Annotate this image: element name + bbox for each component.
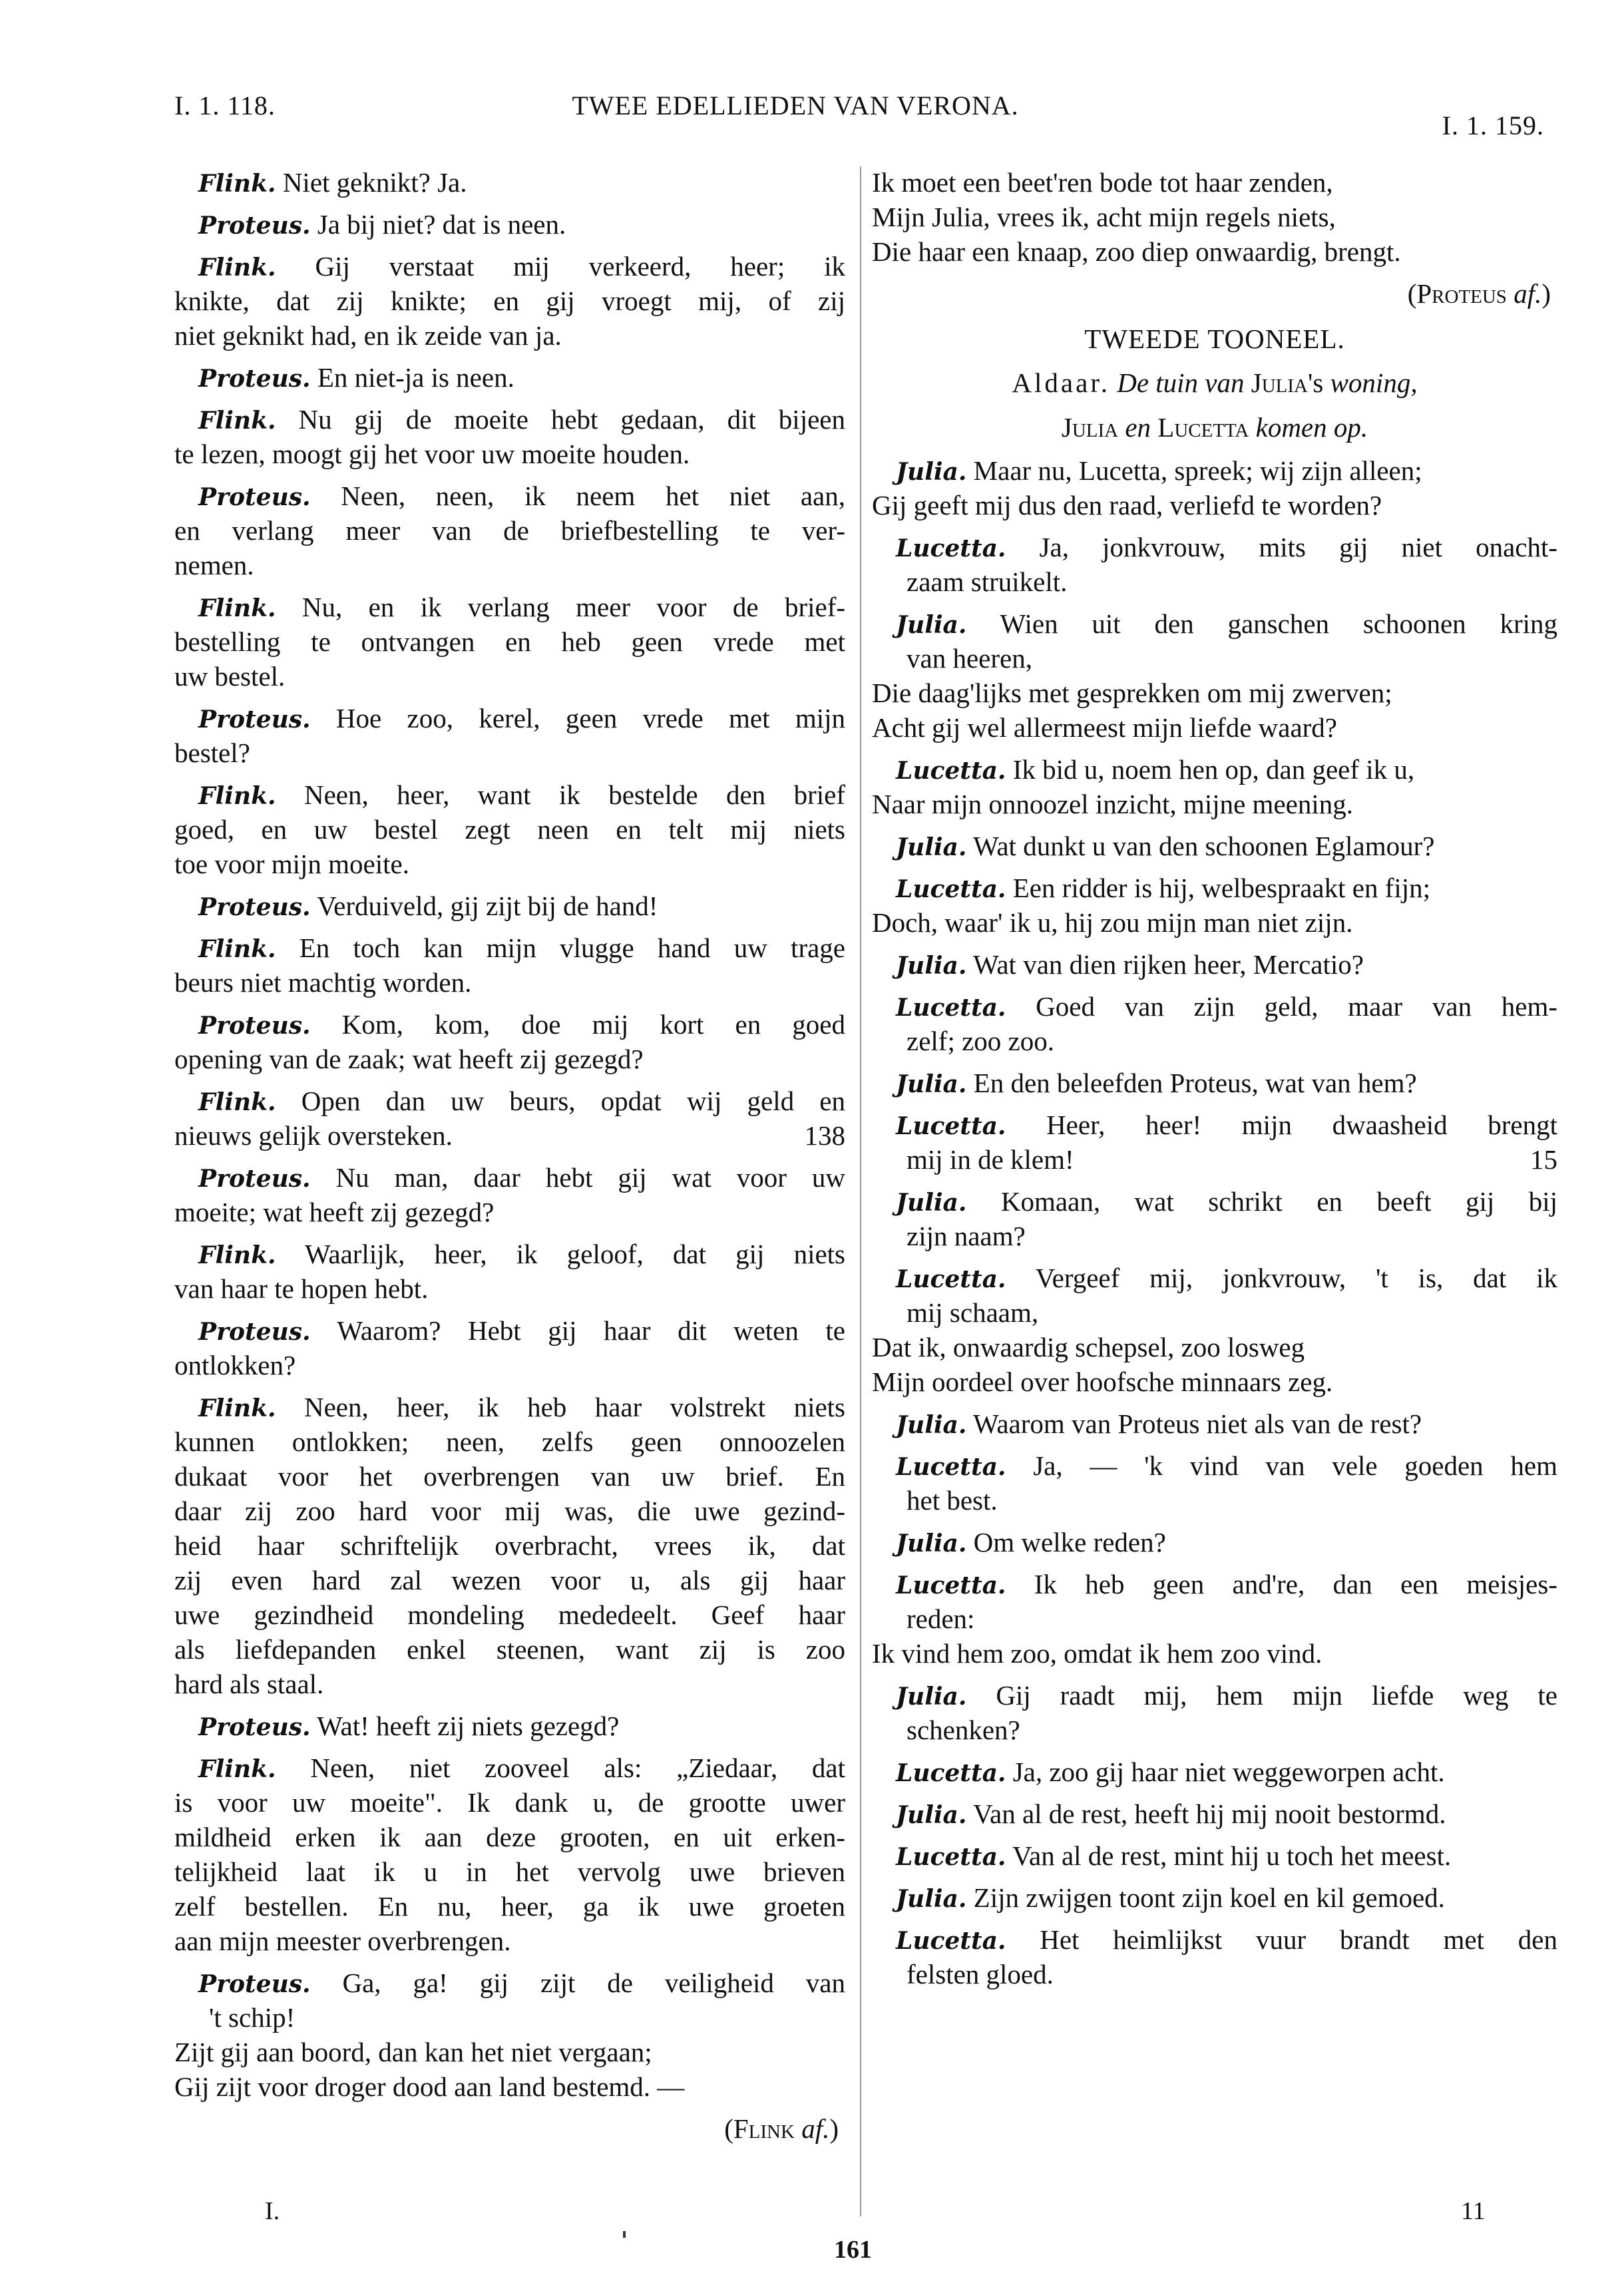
speech-line: [872, 1142, 1557, 1177]
speech-text: uw bestel.: [174, 661, 286, 692]
speech-text: En den beleefden Proteus, wat van hem?: [973, 1068, 1417, 1098]
speaker-name: Proteus.: [198, 706, 311, 733]
speech-line: [872, 1678, 1557, 1713]
speech-text: toe voor mijn moeite.: [174, 849, 409, 879]
speech-text: Ja bij niet? dat is neen.: [317, 209, 566, 240]
speaker-name: Lucetta.: [896, 757, 1006, 785]
speech-line: [872, 1567, 1557, 1601]
speech-line: [872, 871, 1557, 905]
speech-text: zelf; zoo zoo.: [907, 1026, 1054, 1056]
speech-text: bestel?: [174, 737, 250, 768]
speech-line: [872, 947, 1557, 982]
speech: [174, 402, 845, 471]
speech-line: [872, 1108, 1557, 1142]
speech-line: [872, 1066, 1557, 1100]
speech-text: Maar nu, Lucetta, spreek; wij zijn alleen;: [973, 455, 1422, 486]
verse-line: Dat ik, onwaardig schepsel, zoo losweg: [872, 1332, 1305, 1362]
speech-text: nemen.: [174, 550, 254, 580]
speech-line: [174, 1632, 845, 1667]
speech-line: [872, 1957, 1557, 1991]
speech: [872, 606, 1557, 745]
speech-text: hard als staal.: [174, 1669, 324, 1699]
speech-text: moeite; wat heeft zij gezegd?: [174, 1197, 495, 1227]
speech: [174, 1751, 845, 1958]
speech: [174, 701, 845, 770]
speech-line: [174, 1709, 845, 1743]
speaker-name: Lucetta.: [896, 1843, 1006, 1871]
speech-line: [872, 453, 1557, 488]
speech-text: Kom, kom, doe mij kort en goed: [341, 1009, 846, 1040]
speech: [174, 1084, 845, 1153]
speech-text: van haar te hopen hebt.: [174, 1273, 429, 1304]
speaker-name: Flink.: [198, 594, 276, 622]
speech-line: [174, 1195, 845, 1229]
speech: [872, 1678, 1557, 1747]
stage-direction: (Proteus af.): [1407, 278, 1551, 309]
scene-possessive: 's: [1307, 367, 1324, 398]
speaker-name: Lucetta.: [896, 1453, 1006, 1481]
speech-line: [174, 1160, 845, 1195]
verse-line: Ik vind hem zoo, omdat ik hem zoo vind.: [872, 1638, 1322, 1669]
speech-line: [174, 1966, 845, 2000]
line-number: 15: [1530, 1144, 1557, 1175]
speech: [174, 207, 845, 242]
speech-text: zelf bestellen. En nu, heer, ga ik uwe groeten: [174, 1891, 845, 1922]
speech-text: En niet-ja is neen.: [317, 362, 514, 393]
speech: [174, 1237, 845, 1306]
speech-text: telijkheid laat ik u in het vervolg uwe brieven: [174, 1856, 845, 1887]
speaker-name: Julia.: [896, 1189, 967, 1217]
speech-line: [872, 1448, 1557, 1483]
speech: [872, 1108, 1557, 1177]
speech-text: van heeren,: [907, 643, 1032, 674]
speech-line: [174, 701, 845, 735]
speech-line: [174, 437, 845, 471]
speech-text: zij even hard zal wezen voor u, als gij haar: [174, 1565, 845, 1595]
speech: [174, 360, 845, 395]
stage-action: af.: [1514, 278, 1542, 309]
speech-text: felsten gloed.: [907, 1959, 1054, 1989]
speech-line: [872, 1261, 1557, 1295]
speaker-name: Julia.: [896, 458, 967, 486]
speech-line: [872, 1796, 1557, 1831]
speech-text: Het heimlijkst vuur brandt met den: [1040, 1924, 1557, 1955]
speech-text: en verlang meer van de briefbestelling te ver-: [174, 515, 845, 546]
speech: [174, 479, 845, 582]
speech-text: Ja, zoo gij haar niet weggeworpen acht.: [1012, 1757, 1445, 1787]
speech-text: uwe gezindheid mondeling mededeelt. Geef haar: [174, 1599, 845, 1630]
speaker-name: Lucetta.: [896, 994, 1006, 1022]
speech-text: goed, en uw bestel zegt neen en telt mij niets: [174, 814, 845, 845]
speech-text: kunnen ontlokken; neen, zelfs geen onnoozelen: [174, 1426, 845, 1457]
speaker-name: Lucetta.: [896, 1112, 1006, 1140]
verse-line: Ik moet een beet'ren bode tot haar zenden,: [872, 167, 1333, 198]
scene-desc: De tuin van: [1117, 367, 1245, 398]
speaker-name: Julia.: [896, 1801, 967, 1829]
speech: [872, 1567, 1557, 1671]
speech-line: [174, 965, 845, 1000]
speech-line: [174, 165, 845, 200]
speech-text: aan mijn meester overbrengen.: [174, 1926, 511, 1956]
speech-line: [174, 207, 845, 242]
stage-action: af.: [801, 2113, 830, 2144]
speech: [872, 752, 1557, 821]
speech: [174, 165, 845, 200]
speaker-name: Flink.: [198, 1241, 276, 1269]
speech-text: knikte, dat zij knikte; en gij vroegt mij, of zij: [174, 286, 845, 316]
scene-location: [872, 364, 1557, 401]
speech: [872, 989, 1557, 1058]
speech-line: [174, 777, 845, 812]
speaker-name: Proteus.: [198, 1713, 311, 1741]
speech: [872, 1796, 1557, 1831]
stage-character: Proteus: [1416, 278, 1507, 309]
speech-line: [174, 1084, 845, 1118]
speech-line: [174, 1042, 845, 1076]
speech-text: zijn naam?: [907, 1221, 1026, 1251]
speech-text: beurs niet machtig worden.: [174, 967, 472, 998]
speech-text: Van al de rest, heeft hij mij nooit bestormd.: [972, 1798, 1446, 1829]
speech: [872, 829, 1557, 863]
speech-text: als liefdepanden enkel steenen, want zij is zoo: [174, 1634, 845, 1665]
speech-line: [872, 564, 1557, 599]
speech: [872, 1261, 1557, 1399]
entrance-action: komen op.: [1255, 412, 1368, 443]
speaker-name: Flink.: [198, 1088, 276, 1116]
speaker-name: Julia.: [896, 1530, 967, 1558]
left-column: [174, 165, 845, 2153]
page-number: 161: [834, 2236, 872, 2264]
speech-text: En toch kan mijn vlugge hand uw trage: [299, 933, 845, 963]
speech-line: [872, 1880, 1557, 1915]
speech-text: Verduiveld, gij zijt bij de hand!: [317, 891, 658, 921]
speaker-name: Lucetta.: [896, 534, 1006, 562]
speaker-name: Lucetta.: [896, 875, 1006, 903]
speech-line: [174, 590, 845, 624]
speech-line: [872, 989, 1557, 1024]
speech-text: niet geknikt had, en ik zeide van ja.: [174, 320, 562, 351]
speech: [872, 530, 1557, 599]
speech-text: Goed van zijn geld, maar van hem-: [1036, 991, 1558, 1022]
speech: [174, 777, 845, 881]
speech-line: [174, 1785, 845, 1820]
speech-text: te lezen, moogt gij het voor uw moeite houden.: [174, 439, 690, 469]
speech-text: Waarlijk, heer, ik geloof, dat gij niets: [304, 1239, 846, 1269]
speech-line: [872, 829, 1557, 863]
printer-mark: [623, 2231, 626, 2238]
verse-line: Gij zijt voor droger dood aan land bestemd. —: [174, 2071, 685, 2102]
speech-text: Neen, heer, want ik bestelde den brief: [304, 779, 845, 810]
speech: [174, 1007, 845, 1076]
speech-text: Ik bid u, noem hen op, dan geef ik u,: [1012, 754, 1415, 785]
speech-text: Zijn zwijgen toont zijn koel en kil gemoed.: [973, 1882, 1445, 1913]
speech-text: Ik heb geen and're, dan een meisjes-: [1034, 1569, 1557, 1599]
verse-line: Zijt gij aan boord, dan kan het niet vergaan;: [174, 2037, 652, 2067]
speech: [174, 889, 845, 923]
speech-text: nieuws gelijk oversteken.: [174, 1120, 453, 1151]
speech-text: dukaat voor het overbrengen van uw brief. En: [174, 1461, 845, 1492]
speech-text: zaam struikelt.: [907, 566, 1068, 597]
speech-line: [174, 1424, 845, 1459]
speech-line: [174, 624, 845, 659]
speech: [174, 1313, 845, 1382]
speech-line: [174, 513, 845, 548]
speaker-name: Flink.: [198, 935, 276, 963]
speech-line: [174, 360, 845, 395]
speech: [872, 1525, 1557, 1560]
right-column: [872, 165, 1557, 1999]
speech-text: Ga, ga! gij zijt de veiligheid van: [342, 1968, 846, 1998]
speech-line: [174, 1313, 845, 1348]
speaker-name: Julia.: [896, 833, 967, 861]
speech-line: [174, 1597, 845, 1632]
speech-text: Ja, jonkvrouw, mits gij niet onacht-: [1039, 532, 1558, 562]
speech: [174, 249, 845, 353]
speaker-name: Julia.: [896, 1411, 967, 1439]
speech-text: Ja, — 'k vind van vele goeden hem: [1033, 1450, 1558, 1481]
speech-text: Niet geknikt? Ja.: [282, 167, 467, 198]
speaker-name: Flink.: [198, 254, 276, 282]
speaker-name: Proteus.: [198, 893, 311, 921]
speech-line: [872, 641, 1557, 676]
speech-text: heid haar schriftelijk overbracht, vrees ik, dat: [174, 1530, 845, 1561]
speech-line: [174, 1751, 845, 1785]
speech-text: Neen, heer, ik heb haar volstrekt niets: [304, 1392, 846, 1422]
speech-line: [174, 1924, 845, 1958]
speech: [174, 1390, 845, 1701]
speech-text: het best.: [907, 1485, 998, 1516]
speaker-name: Julia.: [896, 611, 967, 639]
speech-text: Nu, en ik verlang meer voor de brief-: [302, 592, 845, 622]
speech: [174, 590, 845, 694]
speech-text: mij in de klem!: [907, 1144, 1074, 1175]
speech-text: Gij verstaat mij verkeerd, heer; ik: [315, 251, 846, 282]
speech-line: [174, 318, 845, 353]
speech-line: [174, 1667, 845, 1701]
speech-line: [174, 659, 845, 694]
speaker-name: Julia.: [896, 1070, 967, 1098]
speech-line: [174, 1563, 845, 1597]
speaker-name: Proteus.: [198, 483, 311, 511]
speaker-name: Flink.: [198, 407, 276, 435]
speech-line: [872, 1406, 1557, 1441]
speech-line: [872, 1922, 1557, 1957]
running-title: TWEE EDELLIEDEN VAN VERONA.: [572, 91, 1019, 120]
verse-line: Gij geeft mij dus den raad, verliefd te worden?: [872, 490, 1382, 521]
speech-text: Open dan uw beurs, opdat wij geld en: [301, 1086, 845, 1116]
scene-title: TWEEDE TOONEEL.: [1084, 323, 1345, 354]
speech-text: Om welke reden?: [973, 1527, 1166, 1558]
verse-line: Naar mijn onnoozel inzicht, mijne meening.: [872, 789, 1353, 819]
speech-text: schenken?: [907, 1715, 1020, 1745]
speech-line: [174, 548, 845, 582]
speech-text: ontlokken?: [174, 1350, 296, 1380]
speech-line: [174, 1237, 845, 1271]
speech-text: Waarom? Hebt gij haar dit weten te: [337, 1315, 845, 1346]
speaker-name: Proteus.: [198, 1165, 311, 1193]
speech: [174, 1160, 845, 1229]
speech-line: [174, 1854, 845, 1889]
speech-text: 't schip!: [209, 2002, 296, 2033]
speech-line: [872, 1713, 1557, 1747]
speech-line: [174, 735, 845, 770]
speech-text: Wat! heeft zij niets gezegd?: [317, 1711, 620, 1741]
speech-line: [174, 402, 845, 437]
speech-text: Wien uit den ganschen schoonen kring: [1000, 608, 1557, 639]
entrance-direction: [872, 409, 1557, 446]
speaker-name: Proteus.: [198, 1012, 311, 1040]
running-head-right: I. 1. 159.: [1442, 110, 1544, 140]
verse-line: Die daag'lijks met gesprekken om mij zwerven;: [872, 678, 1392, 708]
speech-line: [872, 1219, 1557, 1253]
speech-text: Gij raadt mij, hem mijn liefde weg te: [996, 1680, 1557, 1711]
sheet-number: 11: [1461, 2197, 1486, 2225]
speech-line: [872, 752, 1557, 787]
speech: [872, 1066, 1557, 1100]
speech-line: [174, 1820, 845, 1854]
speech-line: [872, 1483, 1557, 1518]
speech-line: [872, 1601, 1557, 1636]
speech-line: [872, 1838, 1557, 1873]
verse-line: Mijn oordeel over hoofsche minnaars zeg.: [872, 1366, 1333, 1397]
speech: [872, 1184, 1557, 1253]
speech-line: [174, 1889, 845, 1924]
speech-text: mij schaam,: [907, 1297, 1039, 1328]
speech-line: [872, 1295, 1557, 1330]
speech-text: bestelling te ontvangen en heb geen vrede met: [174, 626, 845, 657]
speech-line: [174, 1007, 845, 1042]
stage-character: Flink: [733, 2113, 795, 2144]
speech-line: [174, 284, 845, 318]
scene-desc: woning,: [1330, 367, 1418, 398]
speech-text: Nu man, daar hebt gij wat voor uw: [335, 1162, 846, 1193]
speech: [872, 1880, 1557, 1915]
speech-text: mildheid erken ik aan deze grooten, en uit erken-: [174, 1822, 845, 1852]
speech: [872, 1922, 1557, 1991]
line-number: 138: [804, 1120, 845, 1151]
speech: [872, 871, 1557, 940]
speaker-name: Proteus.: [198, 212, 311, 240]
speech-text: reden:: [907, 1603, 975, 1634]
speech-text: Vergeef mij, jonkvrouw, 't is, dat ik: [1035, 1263, 1557, 1293]
speaker-name: Lucetta.: [896, 1571, 1006, 1599]
speech: [872, 1755, 1557, 1789]
speaker-name: Flink.: [198, 1755, 276, 1783]
speech-line: [174, 1494, 845, 1528]
speech-text: opening van de zaak; wat heeft zij gezegd?: [174, 1044, 644, 1074]
stage-direction: (Flink af.): [724, 2113, 839, 2144]
speaker-name: Julia.: [896, 952, 967, 980]
speech-line: [174, 1118, 845, 1153]
verse-line: Doch, waar' ik u, hij zou mijn man niet zijn.: [872, 907, 1353, 938]
speech-text: daar zij zoo hard voor mij was, die uwe gezind-: [174, 1496, 845, 1526]
scene-place: Aldaar.: [1012, 367, 1110, 398]
speaker-name: Flink.: [198, 782, 276, 810]
speech-line: [174, 2000, 845, 2035]
speech-line: [872, 1755, 1557, 1789]
speech-line: [174, 1271, 845, 1306]
running-head-left: I. 1. 118.: [174, 91, 276, 120]
scene-character: Julia: [1251, 367, 1308, 398]
speech-text: Hoe zoo, kerel, geen vrede met mijn: [335, 703, 845, 733]
verse-line: Die haar een knaap, zoo diep onwaardig, brengt.: [872, 236, 1401, 267]
speech-text: Komaan, wat schrikt en beeft gij bij: [1000, 1186, 1558, 1217]
speech-line: [174, 1390, 845, 1424]
speech: [872, 1838, 1557, 1873]
speech: [174, 1709, 845, 1743]
speech-line: [872, 606, 1557, 641]
character-name: Lucetta: [1157, 412, 1249, 443]
conjunction: en: [1125, 412, 1151, 443]
scene-heading: [872, 320, 1557, 357]
speaker-name: Lucetta.: [896, 1927, 1006, 1955]
speech-text: Neen, niet zooveel als: „Ziedaar, dat: [310, 1753, 846, 1783]
speech-line: [174, 847, 845, 881]
speech-text: Neen, neen, ik neem het niet aan,: [341, 481, 846, 511]
speech-line: [174, 1528, 845, 1563]
speaker-name: Julia.: [896, 1885, 967, 1913]
speech-line: [174, 812, 845, 847]
character-name: Julia: [1061, 412, 1119, 443]
speech-text: Heer, heer! mijn dwaasheid brengt: [1046, 1110, 1557, 1140]
speech-text: Wat van dien rijken heer, Mercatio?: [972, 949, 1364, 980]
speech: [174, 1966, 845, 2104]
speaker-name: Flink.: [198, 1394, 276, 1422]
speech: [872, 453, 1557, 522]
speech-line: [872, 1024, 1557, 1058]
verse-block: [872, 165, 1557, 269]
speech-line: [174, 479, 845, 513]
speech: [872, 1406, 1557, 1441]
speech-text: Een ridder is hij, welbespraakt en fijn;: [1012, 873, 1431, 903]
speech-line: [872, 1184, 1557, 1219]
signature-mark: I.: [265, 2197, 280, 2225]
speech-line: [174, 249, 845, 284]
speech-text: Waarom van Proteus niet als van de rest?: [972, 1408, 1422, 1439]
speech: [872, 947, 1557, 982]
speaker-name: Flink.: [198, 170, 276, 198]
speaker-name: Julia.: [896, 1683, 967, 1711]
speech-text: Nu gij de moeite hebt gedaan, dit bijeen: [298, 404, 845, 435]
speech-line: [174, 889, 845, 923]
speech-line: [872, 530, 1557, 564]
speaker-name: Proteus.: [198, 365, 311, 393]
speech: [872, 1448, 1557, 1518]
speaker-name: Proteus.: [198, 1970, 311, 1998]
speech-text: Van al de rest, mint hij u toch het meest.: [1012, 1840, 1452, 1871]
speaker-name: Proteus.: [198, 1318, 311, 1346]
speech-text: Wat dunkt u van den schoonen Eglamour?: [972, 831, 1435, 861]
speech-line: [174, 931, 845, 965]
speech-line: [174, 1459, 845, 1494]
speaker-name: Lucetta.: [896, 1265, 1006, 1293]
verse-line: Acht gij wel allermeest mijn liefde waard?: [872, 712, 1338, 743]
speech-line: [174, 1348, 845, 1382]
speech: [174, 931, 845, 1000]
column-divider: [860, 166, 861, 2216]
speech-text: is voor uw moeite". Ik dank u, de grootte uwer: [174, 1787, 845, 1818]
speech-line: [872, 1525, 1557, 1560]
speaker-name: Lucetta.: [896, 1759, 1006, 1787]
verse-line: Mijn Julia, vrees ik, acht mijn regels niets,: [872, 202, 1336, 232]
